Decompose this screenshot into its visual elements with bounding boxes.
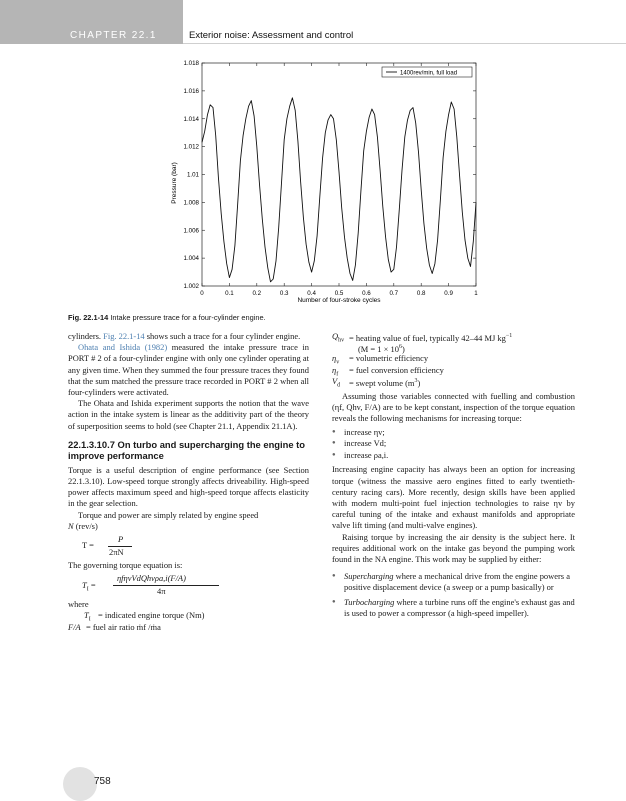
eq-lhs: T = — [82, 540, 94, 551]
eq-lhs: $T_I$ = — [82, 580, 96, 593]
symbol: $\eta_v$ — [332, 353, 340, 367]
y-tick-label: 1.002 — [183, 283, 199, 290]
x-tick-label: 0.5 — [334, 290, 344, 297]
legend-label: 1400rev/min, full load — [400, 70, 458, 77]
paragraph — [68, 510, 309, 521]
equation-power — [68, 534, 309, 558]
text: Torque and power are simply related by engine speed — [78, 509, 259, 520]
y-axis-label: Pressure (bar) — [171, 162, 178, 204]
y-tick-label: 1.01 — [186, 171, 199, 179]
paragraph: Torque is a useful description of engine performance (see Section 22.1.3.10). Low-speed torque strongly affects driveability. High-speed power affects maximum speed and high-speed torque affects elasticity in the gear selection. — [68, 464, 309, 509]
running-title: Exterior noise: Assessment and control — [189, 30, 354, 41]
eq-numerator: P — [118, 534, 124, 545]
page-number-badge — [63, 767, 97, 801]
list-item — [332, 571, 575, 593]
definition-text: = fuel air ratio ṁf /ṁa — [86, 621, 161, 632]
term: Turbocharging — [344, 596, 395, 607]
equation-torque — [68, 573, 309, 597]
paragraph — [68, 342, 309, 398]
y-tick-label: 1.006 — [183, 227, 199, 235]
page-number: 758 — [94, 776, 111, 787]
fraction-bar — [113, 585, 219, 586]
text: where a turbine runs off the engine's exhaust gas and is used to power a compressor (a high-speed impeller). — [344, 596, 575, 618]
definition-row — [332, 342, 575, 353]
symbol: $\eta_f$ — [332, 364, 339, 378]
symbol: $V_d$ — [332, 375, 341, 389]
x-tick-label: 0 — [200, 290, 204, 297]
text: where a mechanical drive from the engine powers a positive displacement device (a sweep or a pump basically) or — [344, 571, 570, 593]
figure-caption-label: Fig. 22.1-14 — [68, 313, 109, 322]
term: Supercharging — [344, 571, 394, 582]
definition-text: = fuel conversion efficiency — [349, 364, 444, 375]
citation-link[interactable]: Ohata and Ishida (1982) — [78, 342, 168, 353]
text: = swept volume (m — [349, 377, 415, 388]
definition-row — [68, 610, 309, 624]
text: (rev/s) — [75, 520, 98, 531]
figure-caption — [68, 313, 266, 322]
paragraph: The Ohata and Ishida experiment supports the notion that the wave action in the intake system is linear as the additivity part of the theory of superposition seems to hold (see Chapter 21.1, Appendix 21.1A). — [68, 398, 309, 431]
symbol: F/A — [68, 621, 81, 632]
definition-row — [332, 353, 575, 367]
series-line — [202, 98, 476, 282]
paragraph — [68, 331, 309, 342]
text: ) — [417, 377, 421, 388]
torque-mechanism-list — [332, 427, 575, 462]
x-tick-label: 0.2 — [252, 290, 262, 297]
superscript: −1 — [505, 333, 513, 339]
definition-row — [332, 365, 575, 376]
definition-row — [68, 622, 309, 633]
text: = heating value of fuel, typically 42–44 MJ kg — [349, 332, 506, 343]
y-tick-label: 1.018 — [183, 60, 199, 67]
y-tick-label: 1.014 — [183, 115, 199, 123]
definition-text: = volumetric efficiency — [349, 353, 429, 364]
section-heading: 22.1.3.10.7 On turbo and supercharging the engine to improve performance — [68, 438, 306, 462]
y-tick-label: 1.004 — [183, 255, 199, 263]
x-tick-label: 0.8 — [416, 290, 426, 297]
x-tick-label: 0.9 — [444, 290, 453, 297]
x-tick-label: 0.7 — [389, 290, 399, 297]
paragraph: where — [68, 599, 89, 610]
text: cylinders. — [68, 331, 102, 341]
pressure-trace-chart — [160, 55, 490, 307]
definition-text — [349, 376, 420, 389]
text: = — [90, 580, 96, 591]
definition-text: = indicated engine torque (Nm) — [98, 610, 205, 621]
paragraph: Raising torque by increasing the air density is the subject here. It requires additional work on the intake gas beyond the pumping work found in the NA engine. This work may be supplied by either: — [332, 531, 575, 564]
y-tick-label: 1.012 — [183, 143, 199, 151]
y-tick-label: 1.008 — [183, 199, 199, 207]
definition-row — [332, 376, 575, 387]
x-tick-label: 1 — [474, 290, 478, 297]
paragraph: Assuming those variables connected with fuelling and combustion (ηf, Qhv, F/A) are to be kept constant, inspection of the torque equation reveals the following mechanisms for increasing torque: — [332, 390, 575, 424]
text: shows such a trace for a four cylinder engine. — [146, 331, 301, 341]
eq-denominator: 2πN — [109, 547, 124, 558]
list-item — [332, 597, 575, 619]
header-rule — [183, 43, 626, 44]
figure-link[interactable]: Fig. 22.1-14 — [103, 331, 145, 341]
left-column — [68, 331, 309, 633]
chapter-label: CHAPTER 22.1 — [70, 30, 157, 41]
list-item: ● increase Vd; — [332, 438, 575, 450]
figure-caption-text: Intake pressure trace for a four-cylinder engine. — [110, 313, 266, 322]
x-tick-label: 0.1 — [225, 290, 234, 297]
charging-method-list — [332, 571, 575, 619]
eq-denominator: 4π — [157, 586, 166, 597]
paragraph: N (rev/s) — [68, 520, 98, 531]
superscript: 3 — [414, 377, 418, 384]
text: (M = 1 × 10 — [358, 344, 399, 354]
text: ) — [401, 344, 405, 354]
list-item: ● increase ηv; — [332, 427, 575, 439]
superscript: 6 — [398, 344, 402, 351]
definition-row — [332, 331, 575, 342]
paragraph: The governing torque equation is: — [68, 560, 183, 571]
right-column — [332, 331, 575, 622]
text: measured the intake pressure trace in PORT # 2 of a four-cylinder engine with only one cylinder operating at any given time. When they summed the four pressure traces they found that the sum matched the pressure trace recorded in PORT # 2 when all four-cylinders were activated. — [68, 342, 309, 398]
x-tick-label: 0.3 — [279, 290, 289, 297]
x-tick-label: 0.6 — [362, 290, 371, 297]
symbol: $Q_{hv}$ — [332, 331, 345, 344]
paragraph: Increasing engine capacity has always been an option for increasing torque (witness the massive aero engines fitted to early twentieth-century racing cars). More recently, design skills have been applied with modern multi-point fuel injection technologies to raise ηv by careful tuning of the intake and exhaust manifolds and appropriate valve lift timing (and multi-valve engines). — [332, 464, 575, 531]
list-item: ● increase ρa,i. — [332, 450, 575, 462]
x-axis-label: Number of four-stroke cycles — [297, 297, 381, 304]
y-tick-label: 1.016 — [183, 87, 199, 95]
x-tick-label: 0.4 — [307, 290, 316, 297]
eq-numerator: ηfηvVdQhvρa,i(F/A) — [117, 573, 186, 584]
symbol: $T_I$ — [84, 610, 91, 624]
